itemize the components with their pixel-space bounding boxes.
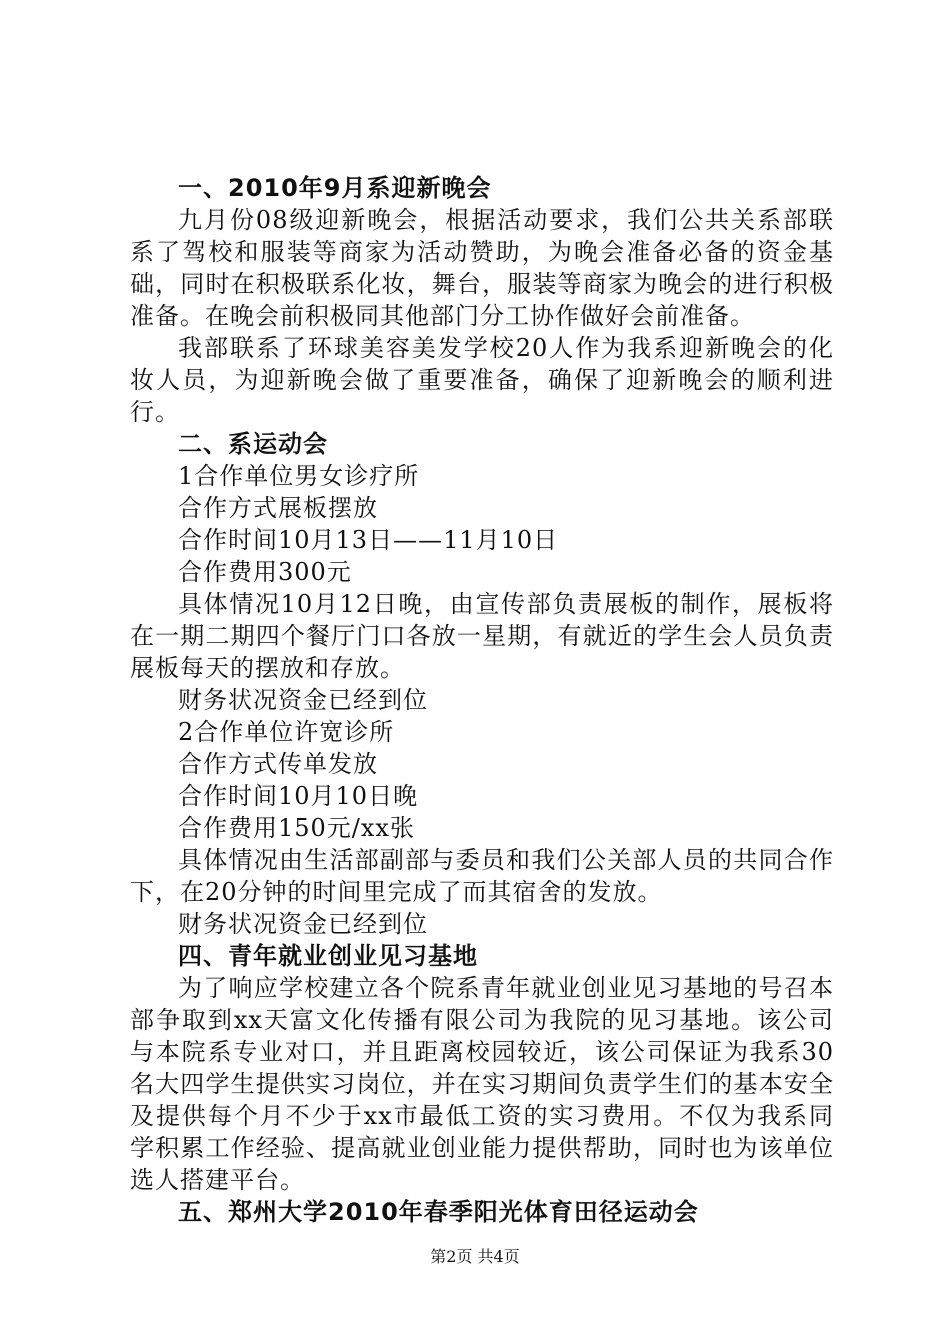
paragraph: 九月份08级迎新晚会，根据活动要求，我们公共关系部联系了驾校和服装等商家为活动赞助，为晚会准备必备的资金基础，同时在积极联系化妆，舞台，服装等商家为晚会的进行积极准备。在晚会前积极同其他部门分工协作做好会前准备。: [130, 206, 834, 330]
paragraph: 合作费用300元: [178, 558, 352, 586]
section-heading: 四、青年就业创业见习基地: [178, 942, 478, 970]
section-heading: 二、系运动会: [178, 430, 328, 458]
page-footer: 第2页 共4页: [430, 1247, 520, 1266]
paragraph: 具体情况10月12日晚，由宣传部负责展板的制作，展板将在一期二期四个餐厅门口各放一星期，有就近的学生会人员负责展板每天的摆放和存放。: [130, 590, 834, 682]
paragraph: 合作时间10月10日晚: [178, 782, 419, 810]
paragraph: 2合作单位许宽诊所: [178, 718, 395, 746]
paragraph: 财务状况资金已经到位: [178, 910, 428, 938]
section-heading: 一、2010年9月系迎新晚会: [178, 174, 492, 202]
paragraph: 1合作单位男女诊疗所: [178, 462, 420, 490]
paragraph: 合作方式展板摆放: [178, 494, 378, 522]
paragraph: 财务状况资金已经到位: [178, 686, 428, 714]
paragraph: 具体情况由生活部副部与委员和我们公关部人员的共同合作下，在20分钟的时间里完成了而其宿舍的发放。: [130, 846, 834, 906]
paragraph: 合作费用150元/xx张: [178, 814, 415, 842]
paragraph: 为了响应学校建立各个院系青年就业创业见习基地的号召本部争取到xx天富文化传播有限公司为我院的见习基地。该公司与本院系专业对口，并且距离校园较近，该公司保证为我系30名大四学生提供实习岗位，并在实习期间负责学生们的基本安全及提供每个月不少于xx市最低工资的实习费用。不仅为我系同学积累工作经验、提高就业创业能力提供帮助，同时也为该单位选人搭建平台。: [130, 974, 834, 1194]
paragraph: 合作方式传单发放: [178, 750, 378, 778]
paragraph: 我部联系了环球美容美发学校20人作为我系迎新晚会的化妆人员，为迎新晚会做了重要准备，确保了迎新晚会的顺利进行。: [130, 334, 834, 426]
document-body: [130, 172, 834, 1228]
section-heading: 五、郑州大学2010年春季阳光体育田径运动会: [178, 1198, 699, 1226]
paragraph: 合作时间10月13日——11月10日: [178, 526, 559, 554]
